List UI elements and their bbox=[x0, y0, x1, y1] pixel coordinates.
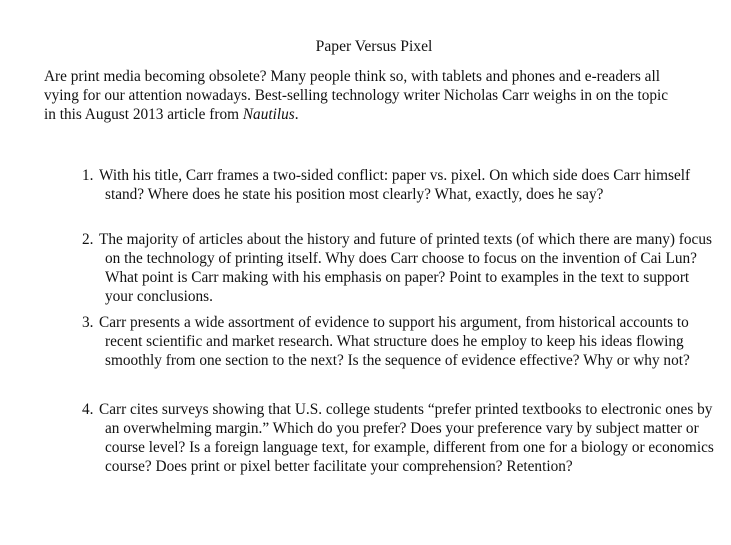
intro-end: . bbox=[294, 106, 299, 123]
intro-text: Are print media becoming obsolete? Many people think so, with tablets and phones and e-readers all vying for our attention nowadays. Best-selling technology writer Nicholas Carr weighs in on the topic in this August 2013 article from bbox=[44, 68, 669, 123]
question-number: 3. bbox=[82, 314, 94, 331]
question-text: With his title, Carr frames a two-sided conflict: paper vs. pixel. On which side does Carr himself stand? Where does he state his position most clearly? What, exactly, does he say? bbox=[99, 167, 691, 203]
question-number: 4. bbox=[82, 401, 94, 418]
question-number: 2. bbox=[82, 231, 94, 248]
question-number: 1. bbox=[82, 167, 94, 184]
intro-paragraph bbox=[44, 67, 672, 124]
document-title: Paper Versus Pixel bbox=[315, 38, 433, 55]
question-text: Carr cites surveys showing that U.S. college students “prefer printed textbooks to electronic ones by an overwhelming margin.” Which do you prefer? Does your preference vary by subject matter or course level? Is a foreign language text, for example, different from one for a biology or economics course? Does print or pixel better facilitate your comprehension? Retention? bbox=[99, 401, 714, 475]
question-text: Carr presents a wide assortment of evidence to support his argument, from historical accounts to recent scientific and market research. What structure does he employ to keep his ideas flowing smoothly from one section to the next? Is the sequence of evidence effective? Why or why not? bbox=[99, 314, 690, 369]
question-item-3 bbox=[82, 313, 715, 370]
intro-source: Nautilus bbox=[242, 106, 295, 123]
question-item-2 bbox=[82, 230, 715, 306]
question-item-1 bbox=[82, 166, 715, 204]
question-item-4 bbox=[82, 400, 715, 476]
question-text: The majority of articles about the history and future of printed texts (of which there are many) focus on the technology of printing itself. Why does Carr choose to focus on the invention of Cai Lun? What point is Carr making with his emphasis on paper? Point to examples in the text to support your conclusions. bbox=[99, 231, 712, 305]
